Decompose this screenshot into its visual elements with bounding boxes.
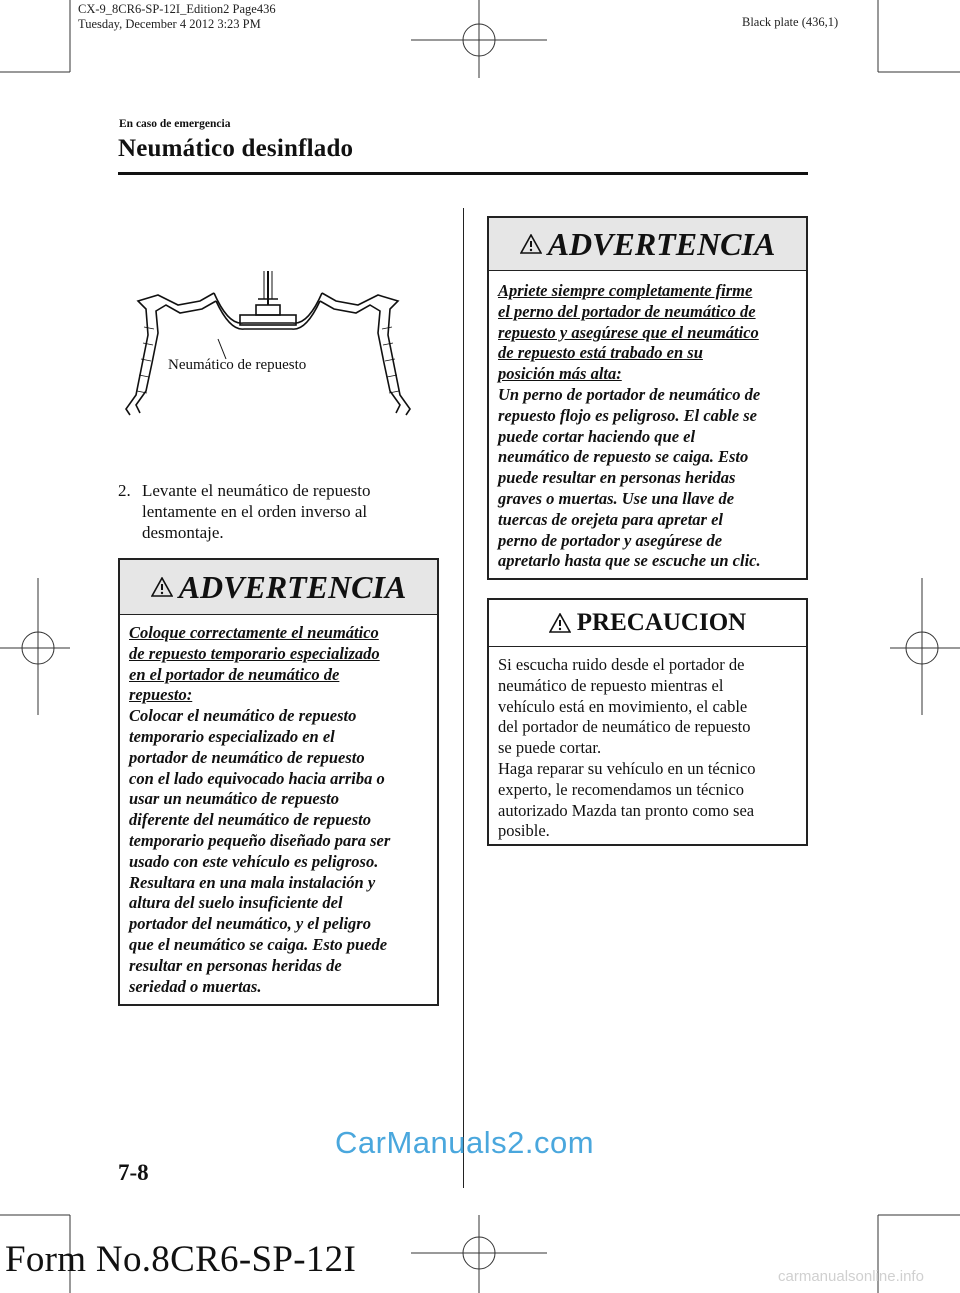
warning-emphasis-line: de repuesto temporario especializado bbox=[129, 643, 380, 663]
warning-text-line: seriedad o muertas. bbox=[129, 976, 262, 996]
step-line-1: Levante el neumático de repuesto bbox=[142, 481, 371, 500]
caution-triangle-icon bbox=[549, 613, 571, 633]
caution-heading-text: PRECAUCION bbox=[576, 609, 747, 636]
warning-heading-text: ADVERTENCIA bbox=[178, 568, 407, 605]
warning-text-line: puede resultar en personas heridas bbox=[498, 468, 736, 488]
section-label: En caso de emergencia bbox=[119, 118, 231, 130]
warning-triangle-icon bbox=[151, 577, 173, 597]
step-line-2: lentamente en el orden inverso al bbox=[142, 502, 368, 521]
watermark: CarManuals2.com bbox=[335, 1125, 595, 1160]
warning-heading-text: ADVERTENCIA bbox=[547, 225, 776, 262]
warning-emphasis-line: en el portador de neumático de bbox=[129, 664, 340, 684]
caution-text-line: Si escucha ruido desde el portador de bbox=[498, 655, 745, 674]
caution-text-line: autorizado Mazda tan pronto como sea bbox=[498, 800, 755, 820]
warning-emphasis-line: posición más alta: bbox=[498, 364, 622, 384]
warning-text-line: Resultara en una mala instalación y bbox=[129, 872, 376, 892]
warning-text-line: que el neumático se caiga. Esto puede bbox=[129, 934, 388, 954]
step-number: 2. bbox=[118, 481, 131, 500]
warning-text-line: resultar en personas heridas de bbox=[129, 955, 342, 975]
caution-text-line: posible. bbox=[498, 821, 550, 841]
step-line-3: desmontaje. bbox=[142, 523, 224, 542]
warning-text-line: con el lado equivocado hacia arriba o bbox=[129, 768, 385, 788]
title-rule bbox=[118, 172, 808, 175]
doc-timestamp-line: Tuesday, December 4 2012 3:23 PM bbox=[78, 17, 261, 31]
caution-body bbox=[489, 647, 806, 842]
caution-text-line: experto, le recomendamos un técnico bbox=[498, 779, 745, 799]
warning-body bbox=[120, 615, 437, 997]
warning-emphasis-line: repuesto y asegúrese que el neumático bbox=[498, 322, 759, 342]
warning-text-line: repuesto flojo es peligroso. El cable se bbox=[498, 405, 757, 425]
caution-text-line: vehículo está en movimiento, el cable bbox=[498, 696, 748, 716]
warning-text-line: usado con este vehículo es peligroso. bbox=[129, 851, 379, 871]
warning-header bbox=[489, 218, 806, 271]
warning-text-line: usar un neumático de repuesto bbox=[129, 789, 339, 809]
warning-emphasis-line: repuesto: bbox=[129, 685, 193, 705]
caution-header bbox=[489, 600, 806, 647]
caution-box-right bbox=[487, 598, 808, 846]
caution-text-line: del portador de neumático de repuesto bbox=[498, 717, 751, 737]
warning-emphasis-line: Coloque correctamente el neumático bbox=[129, 623, 379, 642]
warning-text-line: Colocar el neumático de repuesto bbox=[129, 706, 357, 726]
warning-text-line: perno de portador y asegúrese de bbox=[498, 530, 723, 550]
warning-text-line: temporario pequeño diseñado para ser bbox=[129, 830, 391, 850]
source-watermark: carmanualsonline.info bbox=[778, 1268, 924, 1285]
warning-box-left bbox=[118, 558, 439, 1006]
warning-text-line: Un perno de portador de neumático de bbox=[498, 384, 761, 404]
caution-text-line: se puede cortar. bbox=[498, 738, 602, 758]
warning-text-line: portador del neumático, y el peligro bbox=[129, 914, 371, 934]
page-number: 7-8 bbox=[118, 1160, 149, 1185]
warning-emphasis-line: Apriete siempre completamente firme bbox=[498, 281, 753, 300]
caution-text-line: Haga reparar su vehículo en un técnico bbox=[498, 758, 756, 778]
warning-text-line: diferente del neumático de repuesto bbox=[129, 810, 371, 830]
column-divider bbox=[463, 208, 464, 1188]
warning-emphasis-line: de repuesto está trabado en su bbox=[498, 343, 703, 363]
warning-text-line: graves o muertas. Use una llave de bbox=[498, 488, 735, 508]
warning-text-line: apretarlo hasta que se escuche un clic. bbox=[498, 551, 761, 571]
warning-body bbox=[489, 271, 806, 572]
caution-text-line: neumático de repuesto mientras el bbox=[498, 675, 724, 695]
warning-text-line: puede cortar haciendo que el bbox=[498, 426, 696, 446]
warning-text-line: tuercas de orejeta para apretar el bbox=[498, 509, 724, 529]
warning-header bbox=[120, 560, 437, 615]
warning-text-line: altura del suelo insuficiente del bbox=[129, 893, 343, 913]
warning-emphasis-line: el perno del portador de neumático de bbox=[498, 301, 756, 321]
warning-box-right bbox=[487, 216, 808, 580]
warning-text-line: temporario especializado en el bbox=[129, 726, 335, 746]
plate-label: Black plate (436,1) bbox=[742, 15, 839, 29]
form-number: Form No.8CR6-SP-12I bbox=[5, 1239, 357, 1280]
warning-triangle-icon bbox=[520, 234, 542, 254]
doc-id-line: CX-9_8CR6-SP-12I_Edition2 Page436 bbox=[78, 2, 276, 16]
page-title: Neumático desinflado bbox=[118, 135, 354, 162]
spare-tire-figure bbox=[118, 265, 418, 425]
warning-text-line: neumático de repuesto se caiga. Esto bbox=[498, 447, 749, 467]
figure-callout-label: Neumático de repuesto bbox=[168, 357, 307, 373]
warning-text-line: portador de neumático de repuesto bbox=[129, 747, 365, 767]
